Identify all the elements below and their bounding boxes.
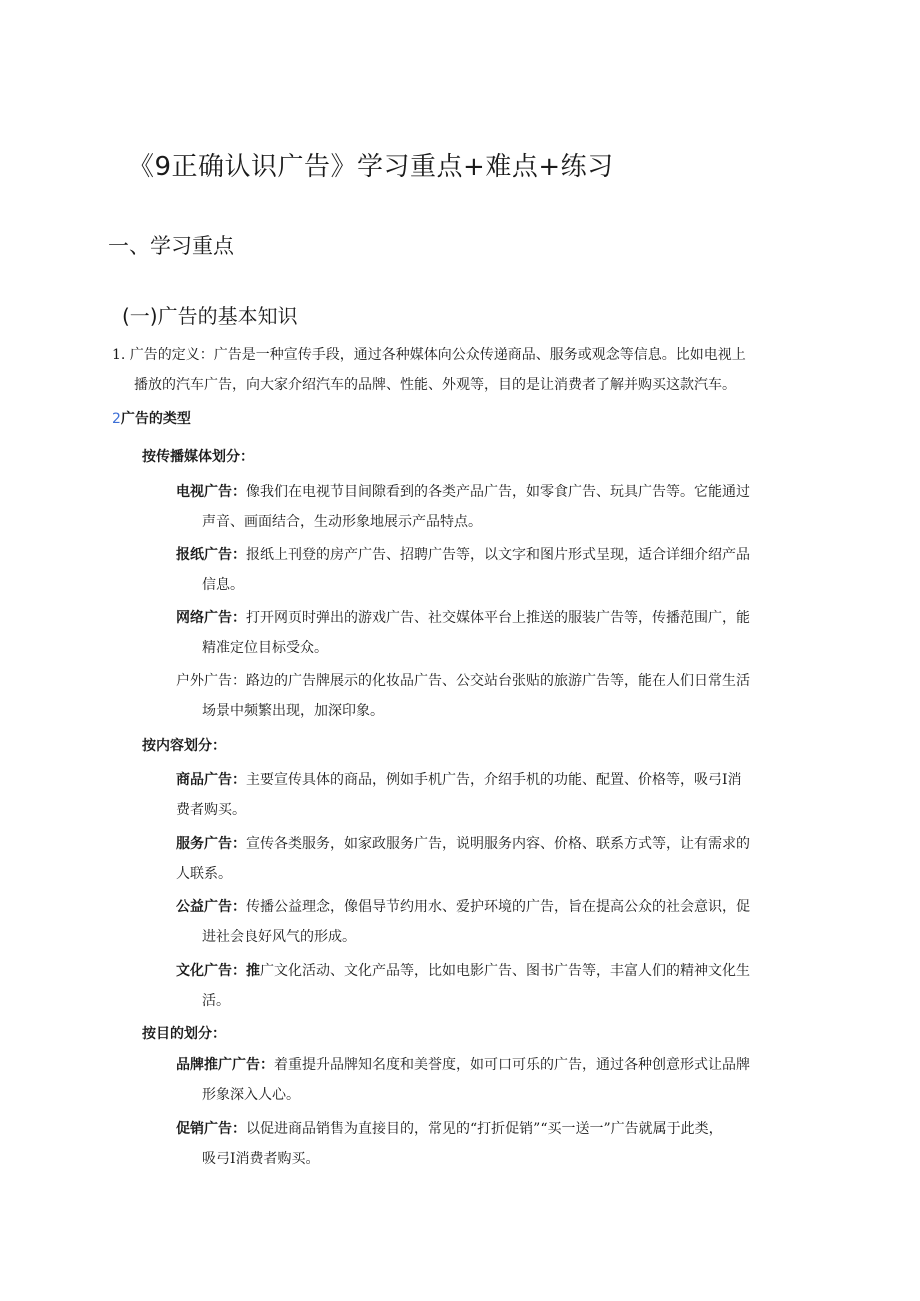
item-text-line-2: 吸弓I消费者购买。 (202, 1151, 320, 1167)
definition-paragraph (112, 340, 746, 400)
definition-line-2: 播放的汽车广告，向大家介绍汽车的品牌、性能、外观等，目的是让消费者了解并购买这款汽车。 (134, 377, 736, 393)
item-text-line-1: 报纸上刊登的房产广告、招聘广告等，以文字和图片形式呈现，适合详细介绍产品 (246, 547, 750, 563)
item-label: 品牌推广广告： (176, 1057, 274, 1073)
item-text-line-2: 费者购买。 (176, 802, 246, 818)
definition-line-1: 1. 广告的定义：广告是一种宣传手段，通过各种媒体向公众传递商品、服务或观念等信息。比如电视上 (112, 347, 746, 363)
item-label: 服务广告： (176, 836, 246, 852)
item-text-line-1: 像我们在电视节目间隙看到的各类产品广告，如零食广告、玩具广告等。它能通过 (246, 484, 750, 500)
item-text-line-1: 广文化活动、文化产品等，比如电影广告、图书广告等，丰富人们的精神文化生 (260, 963, 750, 979)
list-item (176, 540, 750, 600)
list-item (176, 1050, 750, 1110)
item-label: 公益广告： (176, 899, 246, 915)
item-label: 商品广告： (176, 772, 246, 788)
item-text-line-1: 打开网页时弹出的游戏广告、社交媒体平台上推送的服装广告等，传播范围广，能 (246, 610, 750, 626)
item-text-line-2: 进社会良好风气的形成。 (202, 929, 356, 945)
types-heading (112, 408, 191, 428)
item-text-line-1: 路边的广告牌展示的化妆品广告、公交站台张贴的旅游广告等，能在人们日常生活 (246, 673, 750, 689)
item-text-line-2: 人联系。 (176, 866, 232, 882)
item-text-line-1: 着重提升品牌知名度和美誉度，如可口可乐的广告，通过各种创意形式让品牌 (274, 1057, 750, 1073)
item-text-line-1: 宣传各类服务，如家政服务广告，说明服务内容、价格、联系方式等，让有需求的 (246, 836, 750, 852)
item-text-line-2: 活。 (202, 993, 230, 1009)
item-text-line-1: 主要宣传具体的商品，例如手机广告，介绍手机的功能、配置、价格等，吸弓I消 (246, 772, 742, 788)
types-heading-number: 2 (112, 411, 121, 427)
item-text-line-2: 精准定位目标受众。 (202, 640, 328, 656)
item-text-line-2: 声音、画面结合，生动形象地展示产品特点。 (202, 514, 482, 530)
list-item (176, 956, 750, 1016)
list-item (176, 829, 750, 889)
category-heading-by-content: 按内容划分： (142, 738, 226, 754)
item-text-line-1: 以促进商品销售为直接目的，常见的“打折促销”“买一送一”广告就属于此类， (246, 1121, 723, 1137)
list-item (176, 1114, 723, 1174)
item-text-line-1: 传播公益理念，像倡导节约用水、爱护环境的广告，旨在提高公众的社会意识，促 (246, 899, 750, 915)
list-item (176, 603, 750, 663)
list-item (176, 477, 750, 537)
item-text-line-2: 信息。 (202, 577, 244, 593)
item-text-line-2: 场景中频繁出现，加深印象。 (202, 703, 384, 719)
subsection-heading-basic-knowledge: (一)广告的基本知识 (122, 304, 298, 328)
category-heading-by-media: 按传播媒体划分： (142, 449, 254, 465)
item-label: 报纸广告： (176, 547, 246, 563)
item-text-line-2: 形象深入人心。 (202, 1087, 300, 1103)
list-item (176, 765, 742, 825)
types-heading-text: 广告的类型 (120, 411, 191, 427)
item-label: 文化广告：推 (176, 963, 260, 979)
section-heading-learning-focus: 一、学习重点 (108, 234, 234, 258)
category-heading-by-purpose: 按目的划分： (142, 1026, 226, 1042)
item-label: 户外广告： (176, 673, 246, 689)
list-item (176, 666, 750, 726)
item-label: 电视广告： (176, 484, 246, 500)
list-item (176, 892, 750, 952)
document-title: 《9正确认识广告》学习重点+难点+练习 (128, 152, 614, 182)
item-label: 促销广告： (176, 1121, 246, 1137)
item-label: 网络广告： (176, 610, 246, 626)
